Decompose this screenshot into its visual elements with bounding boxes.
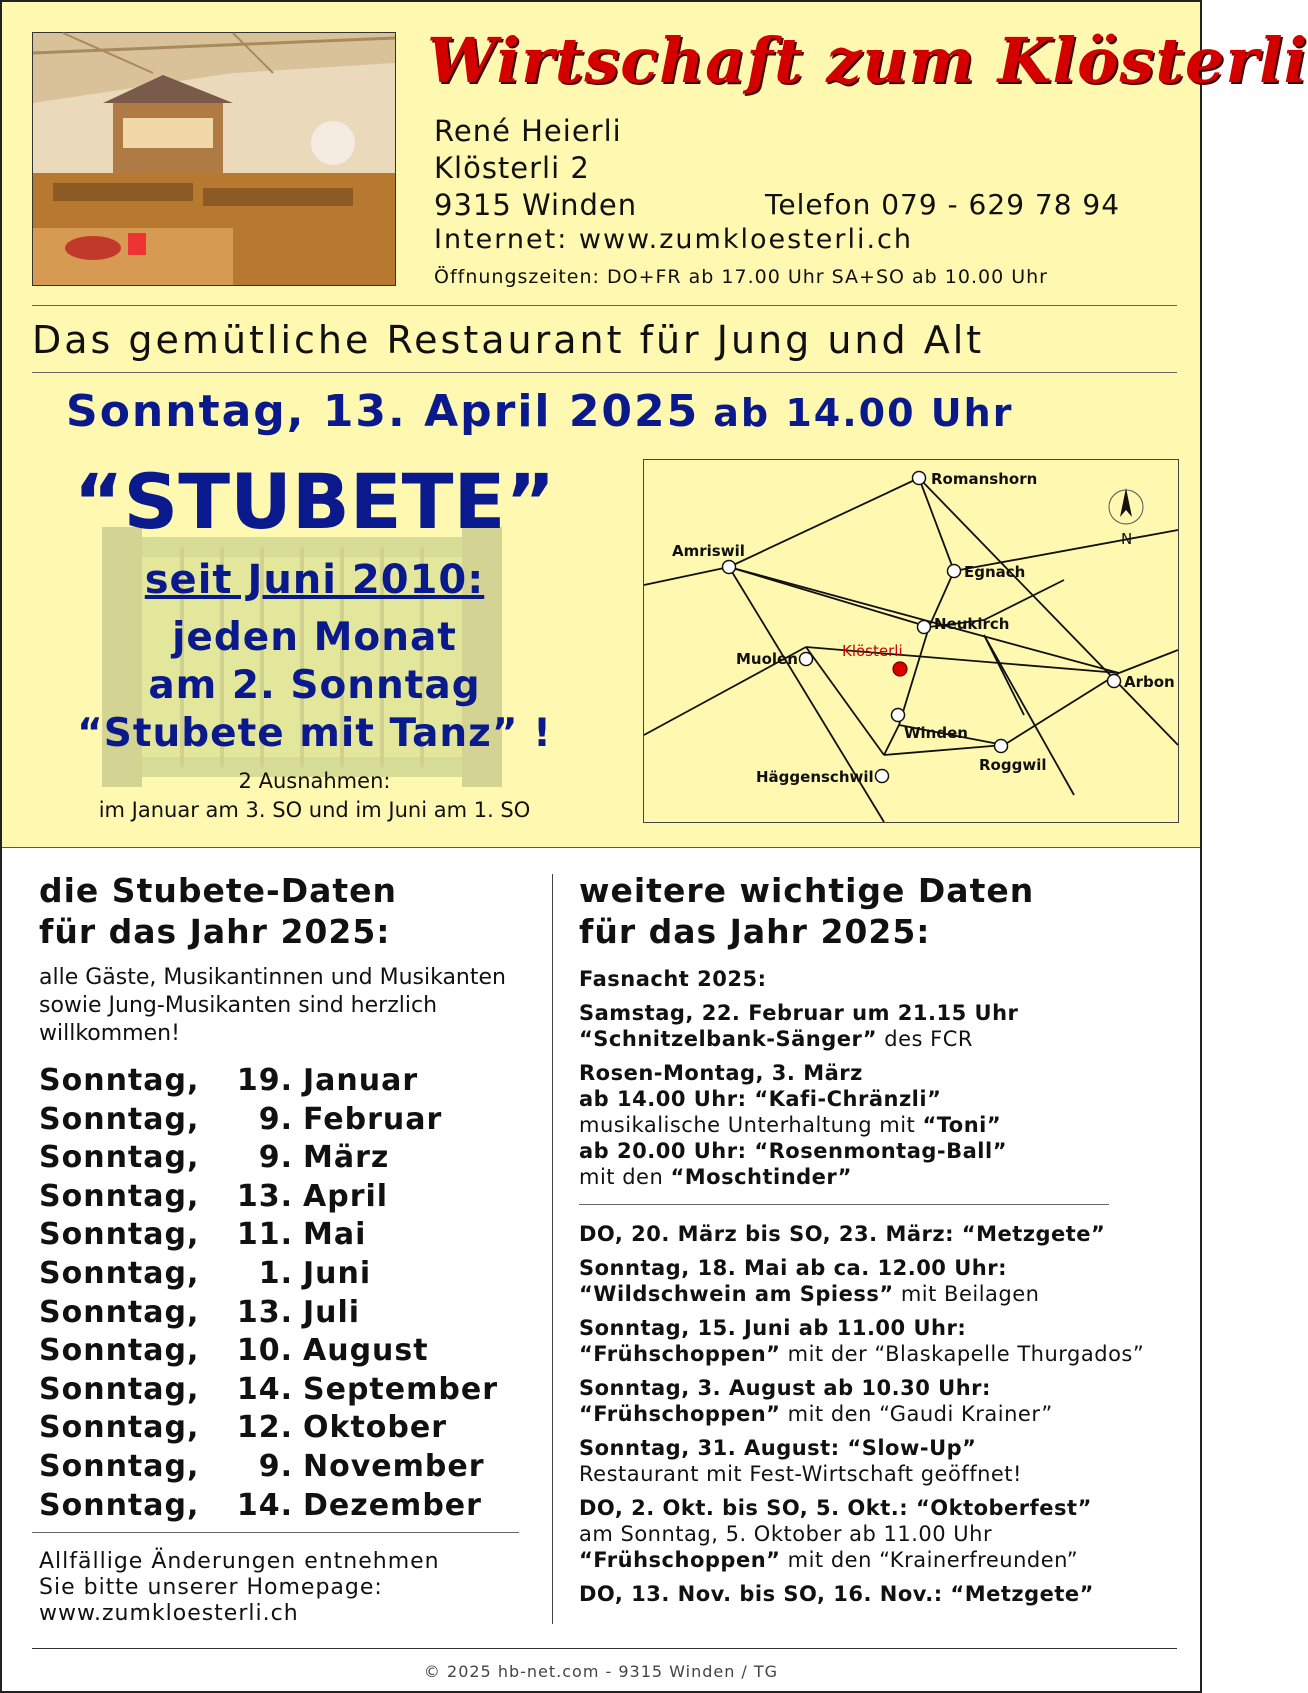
event-text [579, 1495, 1179, 1521]
event-text: DO, 13. Nov. bis SO, 16. Nov.: “Metzgete” [579, 1582, 1094, 1606]
event-text [579, 1060, 1179, 1086]
divider [32, 372, 1177, 373]
date-month: Juni [303, 1255, 372, 1291]
owner-name: René Heierli [434, 114, 622, 148]
map-label-haeggenschwil: Häggenschwil [756, 768, 874, 786]
map-label-neukirch: Neukirch [934, 615, 1010, 633]
changes-line-1: Allfällige Änderungen entnehmen [39, 1549, 440, 1574]
event-text: mit Beilagen [893, 1282, 1040, 1306]
event-rosenmontag [579, 1060, 1179, 1190]
map-label-winden: Winden [904, 724, 968, 742]
event-text: mit den “Gaudi Krainer” [780, 1402, 1053, 1426]
event-text: ab 20.00 Uhr: “Rosenmontag-Ball” [579, 1139, 1008, 1163]
event-text: DO, 2. Okt. bis SO, 5. Okt.: “Oktoberfest” [579, 1496, 1092, 1520]
other-dates-column [579, 870, 1179, 1607]
stubete-dates-title-1: die Stubete-Daten [39, 871, 398, 910]
event-text: Rosen-Montag, 3. März [579, 1061, 863, 1085]
event-text [579, 1164, 1179, 1190]
date-num: 9. [258, 1140, 293, 1176]
stubete-dates-column [39, 870, 549, 1525]
schedule-text [32, 614, 597, 758]
event-text: Fasnacht 2025: [579, 967, 767, 991]
location-map [643, 459, 1179, 823]
map-label-arbon: Arbon [1124, 673, 1175, 691]
divider [32, 1532, 519, 1533]
homepage-link[interactable]: www.zumkloesterli.ch [39, 1601, 299, 1626]
date-num: 13. [236, 1178, 293, 1214]
event-text: “Frühschoppen” [579, 1548, 781, 1572]
date-row [39, 1448, 549, 1487]
phone-number: Telefon 079 - 629 78 94 [765, 188, 1121, 221]
event-text: musikalische Unterhaltung mit [579, 1113, 923, 1137]
event-text [579, 1401, 1179, 1427]
website-link[interactable]: Internet: www.zumkloesterli.ch [434, 224, 914, 255]
exceptions-title: 2 Ausnahmen: [238, 769, 391, 793]
north-arrow-icon [1109, 488, 1143, 524]
stubete-title: “STUBETE” [73, 457, 556, 546]
event-text [579, 1281, 1179, 1307]
date-row [39, 1409, 549, 1448]
event-time: ab 14.00 Uhr [713, 391, 1014, 435]
map-label-kloesterli: Klösterli [842, 642, 903, 660]
date-month: März [303, 1140, 390, 1176]
event-text [579, 1112, 1179, 1138]
event-text [579, 1315, 1179, 1341]
date-row [39, 1294, 549, 1333]
exceptions-text: im Januar am 3. SO und im Juni am 1. SO [98, 798, 531, 822]
date-row [39, 1371, 549, 1410]
since-line: seit Juni 2010: [144, 557, 485, 603]
date-row [39, 1178, 549, 1217]
date-row [39, 1216, 549, 1255]
event-text: mit der “Blaskapelle Thurgados” [780, 1342, 1145, 1366]
event-text: Sonntag, 15. Juni ab 11.00 Uhr: [579, 1316, 967, 1340]
date-day: Sonntag, [39, 1487, 200, 1523]
street-address: Klösterli 2 [434, 151, 590, 185]
event-text: des FCR [877, 1027, 973, 1051]
date-day: Sonntag, [39, 1410, 200, 1446]
event-text: ab 14.00 Uhr: “Kafi-Chränzli” [579, 1087, 942, 1111]
date-month: November [303, 1448, 485, 1484]
stubete-dates-title-2: für das Jahr 2025: [39, 912, 391, 951]
column-divider [552, 874, 553, 1624]
event-text: “Frühschoppen” [579, 1402, 781, 1426]
event-text: DO, 20. März bis SO, 23. März: “Metzgete” [579, 1222, 1106, 1246]
date-row [39, 1101, 549, 1140]
date-num: 1. [258, 1255, 293, 1291]
footer-copyright: © 2025 hb-net.com - 9315 Winden / TG [423, 1662, 779, 1681]
divider [579, 1204, 1109, 1205]
date-day: Sonntag, [39, 1333, 200, 1369]
date-num: 9. [258, 1448, 293, 1484]
event-text: “Moschtinder” [670, 1165, 852, 1189]
date-day: Sonntag, [39, 1255, 200, 1291]
event-fruehschoppen-juni [579, 1315, 1179, 1367]
date-num: 12. [236, 1410, 293, 1446]
date-day: Sonntag, [39, 1217, 200, 1253]
map-label-roggwil: Roggwil [979, 756, 1047, 774]
date-month: Dezember [303, 1487, 482, 1523]
welcome-text: alle Gäste, Musikantinnen und Musikanten sowie Jung-Musikanten sind herzlich willkommen! [39, 965, 506, 1046]
event-metzgete-november [579, 1581, 1179, 1607]
event-text: “Frühschoppen” [579, 1342, 781, 1366]
date-day: Sonntag, [39, 1063, 200, 1098]
schedule-line-3: “Stubete mit Tanz” ! [77, 711, 552, 756]
event-schnitzelbank [579, 1000, 1179, 1052]
schedule-line-1: jeden Monat [172, 615, 457, 660]
map-label-muolen: Muolen [736, 650, 798, 668]
map-label-amriswil: Amriswil [672, 542, 745, 560]
event-text: Sonntag, 31. August: “Slow-Up” [579, 1436, 977, 1460]
event-text: Restaurant mit Fest-Wirtschaft geöffnet! [579, 1462, 1022, 1486]
event-text: mit den [579, 1165, 671, 1189]
north-label: N [1121, 530, 1133, 548]
date-num: 14. [236, 1371, 293, 1407]
fasnacht-heading [579, 966, 1179, 992]
date-day: Sonntag, [39, 1294, 200, 1330]
schedule-line-2: am 2. Sonntag [148, 663, 481, 708]
date-day: Sonntag, [39, 1140, 200, 1176]
opening-hours: Öffnungszeiten: DO+FR ab 17.00 Uhr SA+SO ab 10.00 Uhr [434, 266, 1048, 288]
event-text: “Toni” [922, 1113, 1002, 1137]
date-row [39, 1332, 549, 1371]
date-day: Sonntag, [39, 1101, 200, 1137]
event-text: Sonntag, 3. August ab 10.30 Uhr: [579, 1376, 991, 1400]
date-month: September [303, 1371, 498, 1407]
divider [32, 1648, 1177, 1649]
changes-note [39, 1549, 549, 1627]
event-date [66, 386, 1176, 437]
event-day: Sonntag, 13. April 2025 [66, 386, 700, 437]
changes-line-2: Sie bitte unserer Homepage: [39, 1575, 383, 1600]
event-text [579, 1341, 1179, 1367]
date-row [39, 1139, 549, 1178]
event-text [579, 1547, 1179, 1573]
date-month: Oktober [303, 1410, 448, 1446]
date-month: Juli [303, 1294, 361, 1330]
date-num: 10. [236, 1333, 293, 1369]
date-day: Sonntag, [39, 1448, 200, 1484]
postal-city: 9315 Winden [434, 188, 638, 222]
date-row [39, 1062, 549, 1101]
date-month: Februar [303, 1101, 443, 1137]
event-text: am Sonntag, 5. Oktober ab 11.00 Uhr [579, 1522, 993, 1546]
event-text: Sonntag, 18. Mai ab ca. 12.00 Uhr: [579, 1256, 1007, 1280]
date-month: Mai [303, 1217, 367, 1253]
date-day: Sonntag, [39, 1371, 200, 1407]
event-text [579, 1086, 1179, 1112]
event-metzgete-maerz [579, 1221, 1179, 1247]
event-wildschwein [579, 1255, 1179, 1307]
event-text [579, 1000, 1179, 1026]
event-fruehschoppen-august [579, 1375, 1179, 1427]
dates-list [39, 1062, 549, 1525]
other-dates-title-2: für das Jahr 2025: [579, 912, 931, 951]
header-panel [2, 2, 1308, 848]
event-text [579, 1375, 1179, 1401]
exceptions [32, 767, 597, 825]
event-oktoberfest [579, 1495, 1179, 1573]
map-label-romanshorn: Romanshorn [931, 470, 1038, 488]
date-month: August [303, 1333, 429, 1369]
event-slow-up [579, 1435, 1179, 1487]
restaurant-name: Wirtschaft zum Klösterli [427, 24, 1308, 97]
date-month: Januar [303, 1063, 419, 1098]
event-text [579, 1138, 1179, 1164]
event-text [579, 1435, 1179, 1461]
date-num: 11. [236, 1217, 293, 1253]
event-text [579, 1026, 1179, 1052]
tagline: Das gemütliche Restaurant für Jung und Alt [32, 318, 985, 362]
date-row [39, 1255, 549, 1294]
event-text: “Schnitzelbank-Sänger” [579, 1027, 878, 1051]
map-label-egnach: Egnach [964, 563, 1026, 581]
event-text: Samstag, 22. Februar um 21.15 Uhr [579, 1001, 1019, 1025]
date-row [39, 1487, 549, 1526]
date-day: Sonntag, [39, 1178, 200, 1214]
event-text [579, 1255, 1179, 1281]
other-dates-title-1: weitere wichtige Daten [579, 871, 1035, 910]
event-text: “Wildschwein am Spiess” [579, 1282, 894, 1306]
restaurant-photo [32, 32, 396, 286]
date-num: 13. [236, 1294, 293, 1330]
divider [32, 305, 1177, 306]
event-text: mit den “Krainerfreunden” [780, 1548, 1079, 1572]
date-num: 9. [258, 1101, 293, 1137]
date-num: 19. [236, 1063, 293, 1098]
date-month: April [303, 1178, 389, 1214]
date-num: 14. [236, 1487, 293, 1523]
